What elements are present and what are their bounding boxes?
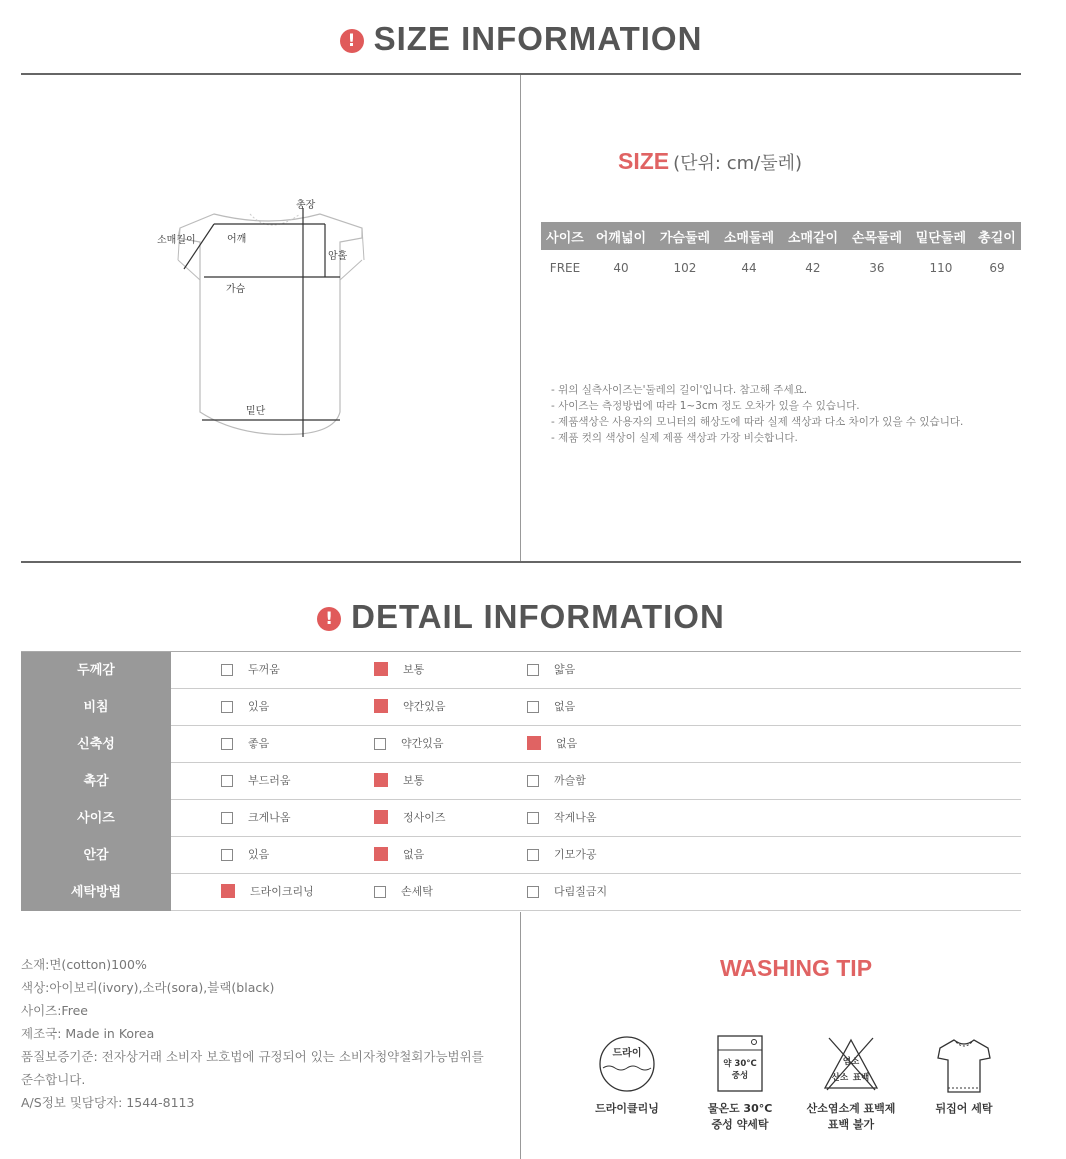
detail-row-label: 신축성 xyxy=(21,726,171,763)
info-origin: 제조국: Made in Korea xyxy=(21,1026,155,1041)
unchecked-box-icon xyxy=(374,886,386,898)
detail-option-label: 없음 xyxy=(403,848,425,861)
column-header: 소매같이 xyxy=(781,222,845,250)
column-header: 소매둘레 xyxy=(717,222,781,250)
exclamation-icon: ! xyxy=(317,607,341,631)
detail-information-title: ! DETAIL INFORMATION xyxy=(0,598,1042,636)
label-shoulder: 어깨 xyxy=(227,234,247,245)
checked-box-icon xyxy=(374,662,388,676)
detail-row-label: 촉감 xyxy=(21,763,171,800)
detail-option-label: 손세탁 xyxy=(401,885,433,898)
table-cell: 44 xyxy=(741,261,757,275)
detail-option-label: 있음 xyxy=(248,700,270,713)
wash-item: 드라이 드라이클리닝 xyxy=(577,1034,677,1116)
size-heading: SIZE (단위: cm/둘레) xyxy=(617,148,802,174)
info-warranty-cont: 준수합니다. xyxy=(21,1072,86,1087)
divider xyxy=(520,912,521,1159)
svg-text:표백: 표백 xyxy=(852,1073,870,1083)
svg-text:약 30°C: 약 30°C xyxy=(723,1059,757,1069)
detail-option xyxy=(221,810,291,826)
size-table xyxy=(541,222,1021,286)
size-notes xyxy=(551,382,963,446)
detail-option-label: 좋음 xyxy=(248,737,270,750)
info-as-contact: A/S정보 및담당자: 1544-8113 xyxy=(21,1095,195,1110)
checked-box-icon xyxy=(374,810,388,824)
detail-row-label: 두께감 xyxy=(21,652,171,689)
table-cell: 110 xyxy=(929,261,953,275)
detail-option xyxy=(374,773,424,789)
info-color: 색상:아이보리(ivory),소라(sora),블랙(black) xyxy=(21,980,275,995)
svg-text:산소: 산소 xyxy=(831,1073,849,1083)
table-cell: 36 xyxy=(869,261,885,275)
unchecked-box-icon xyxy=(221,812,233,824)
exclamation-icon: ! xyxy=(340,29,364,53)
detail-option-label: 없음 xyxy=(554,700,576,713)
unchecked-box-icon xyxy=(374,738,386,750)
wash-item: 뒤집어 세탁 xyxy=(914,1034,1014,1116)
detail-row xyxy=(21,837,1021,874)
no-bleach-icon xyxy=(821,1034,881,1094)
detail-option-label: 크게나옴 xyxy=(248,811,291,824)
inside-out-icon xyxy=(934,1034,994,1094)
note-line: - 제품 컷의 색상이 실제 제품 색상과 가장 비슷합니다. xyxy=(551,432,798,444)
detail-option-label: 기모가공 xyxy=(554,848,597,861)
detail-option xyxy=(527,810,597,826)
unchecked-box-icon xyxy=(221,775,233,787)
checked-box-icon xyxy=(374,699,388,713)
detail-option xyxy=(374,884,433,900)
detail-row xyxy=(21,874,1021,911)
unchecked-box-icon xyxy=(527,775,539,787)
detail-option-label: 보통 xyxy=(403,774,425,787)
dry-clean-icon xyxy=(597,1034,657,1094)
table-cell: 42 xyxy=(805,261,821,275)
unchecked-box-icon xyxy=(527,701,539,713)
column-header: 총길이 xyxy=(973,222,1021,250)
detail-row-label: 안감 xyxy=(21,837,171,874)
label-sleeve-length: 소매길이 xyxy=(157,235,196,246)
label-chest: 가슴 xyxy=(226,284,246,295)
info-size: 사이즈:Free xyxy=(21,1003,88,1018)
detail-option xyxy=(527,773,586,789)
detail-option xyxy=(527,884,607,900)
label-armhole: 암홀 xyxy=(328,251,348,262)
detail-option xyxy=(374,847,424,863)
divider xyxy=(21,561,1021,563)
detail-option-label: 까슬함 xyxy=(554,774,586,787)
detail-option-label: 드라이크리닝 xyxy=(250,885,314,898)
detail-option xyxy=(527,662,575,678)
detail-option-label: 작게나옴 xyxy=(554,811,597,824)
detail-option xyxy=(527,736,577,752)
washing-tip-title: WASHING TIP xyxy=(719,955,873,981)
detail-option xyxy=(221,773,291,789)
detail-option-label: 두꺼움 xyxy=(248,663,280,676)
detail-row-label: 세탁방법 xyxy=(21,874,171,911)
checked-box-icon xyxy=(527,736,541,750)
note-line: - 사이즈는 측정방법에 따라 1~3cm 정도 오차가 있을 수 있습니다. xyxy=(551,400,860,412)
detail-option xyxy=(527,847,597,863)
table-cell: 40 xyxy=(613,261,629,275)
svg-text:중성: 중성 xyxy=(731,1071,749,1081)
checked-box-icon xyxy=(221,884,235,898)
detail-option xyxy=(527,699,575,715)
svg-text:드라이: 드라이 xyxy=(612,1048,642,1059)
table-cell: 69 xyxy=(989,261,1005,275)
detail-row xyxy=(21,726,1021,763)
size-information-title: ! SIZE INFORMATION xyxy=(0,20,1042,58)
unchecked-box-icon xyxy=(221,738,233,750)
detail-option-label: 정사이즈 xyxy=(403,811,446,824)
detail-row xyxy=(21,652,1021,689)
column-header: 밑단둘레 xyxy=(909,222,973,250)
label-total-length: 총장 xyxy=(296,200,316,211)
unchecked-box-icon xyxy=(527,812,539,824)
detail-option-label: 없음 xyxy=(556,737,578,750)
detail-row xyxy=(21,689,1021,726)
divider xyxy=(21,73,1021,75)
detail-option-label: 다림질금지 xyxy=(554,885,608,898)
table-row xyxy=(541,250,1021,286)
detail-option xyxy=(374,699,446,715)
detail-option xyxy=(221,662,280,678)
column-header: 손목둘레 xyxy=(845,222,909,250)
column-header: 가슴둘레 xyxy=(653,222,717,250)
detail-option-label: 부드러움 xyxy=(248,774,291,787)
wash-30-icon xyxy=(710,1034,770,1094)
info-warranty: 품질보증기준: 전자상거래 소비자 보호법에 규정되어 있는 소비자청약철회가능범위를 xyxy=(21,1049,484,1064)
detail-option xyxy=(221,884,314,900)
detail-option-label: 얇음 xyxy=(554,663,576,676)
detail-option-label: 있음 xyxy=(248,848,270,861)
unchecked-box-icon xyxy=(221,664,233,676)
unchecked-box-icon xyxy=(527,849,539,861)
svg-text:염소: 염소 xyxy=(842,1057,860,1067)
column-header: 어깨넓이 xyxy=(589,222,653,250)
wash-item: 염소 산소 표백 산소염소계 표백제 표백 불가 xyxy=(801,1034,901,1132)
table-cell: 102 xyxy=(673,261,697,275)
detail-row-label: 비침 xyxy=(21,689,171,726)
detail-option xyxy=(221,736,269,752)
unchecked-box-icon xyxy=(221,701,233,713)
note-line: - 위의 실측사이즈는'둘레의 길이'입니다. 참고해 주세요. xyxy=(551,384,808,396)
detail-option xyxy=(374,736,444,752)
detail-row xyxy=(21,763,1021,800)
unchecked-box-icon xyxy=(527,886,539,898)
column-header: 사이즈 xyxy=(541,222,589,250)
detail-option xyxy=(221,847,269,863)
detail-option xyxy=(374,810,446,826)
note-line: - 제품색상은 사용자의 모니터의 해상도에 따라 실제 색상과 다소 차이가 있을 수 있습니다. xyxy=(551,416,964,428)
detail-option-label: 보통 xyxy=(403,663,425,676)
info-material: 소재:면(cotton)100% xyxy=(21,957,147,972)
detail-option-label: 약간있음 xyxy=(403,700,446,713)
product-info xyxy=(21,953,484,1114)
detail-row-label: 사이즈 xyxy=(21,800,171,837)
label-hem: 밑단 xyxy=(246,406,266,417)
size-table-header xyxy=(541,222,1021,250)
table-cell: FREE xyxy=(549,261,581,275)
unchecked-box-icon xyxy=(221,849,233,861)
detail-option xyxy=(221,699,269,715)
unchecked-box-icon xyxy=(527,664,539,676)
wash-item: 약 30°C 중성 물온도 30°C 중성 약세탁 xyxy=(690,1034,790,1132)
detail-row xyxy=(21,800,1021,837)
detail-option-label: 약간있음 xyxy=(401,737,444,750)
detail-option xyxy=(374,662,424,678)
checked-box-icon xyxy=(374,847,388,861)
checked-box-icon xyxy=(374,773,388,787)
